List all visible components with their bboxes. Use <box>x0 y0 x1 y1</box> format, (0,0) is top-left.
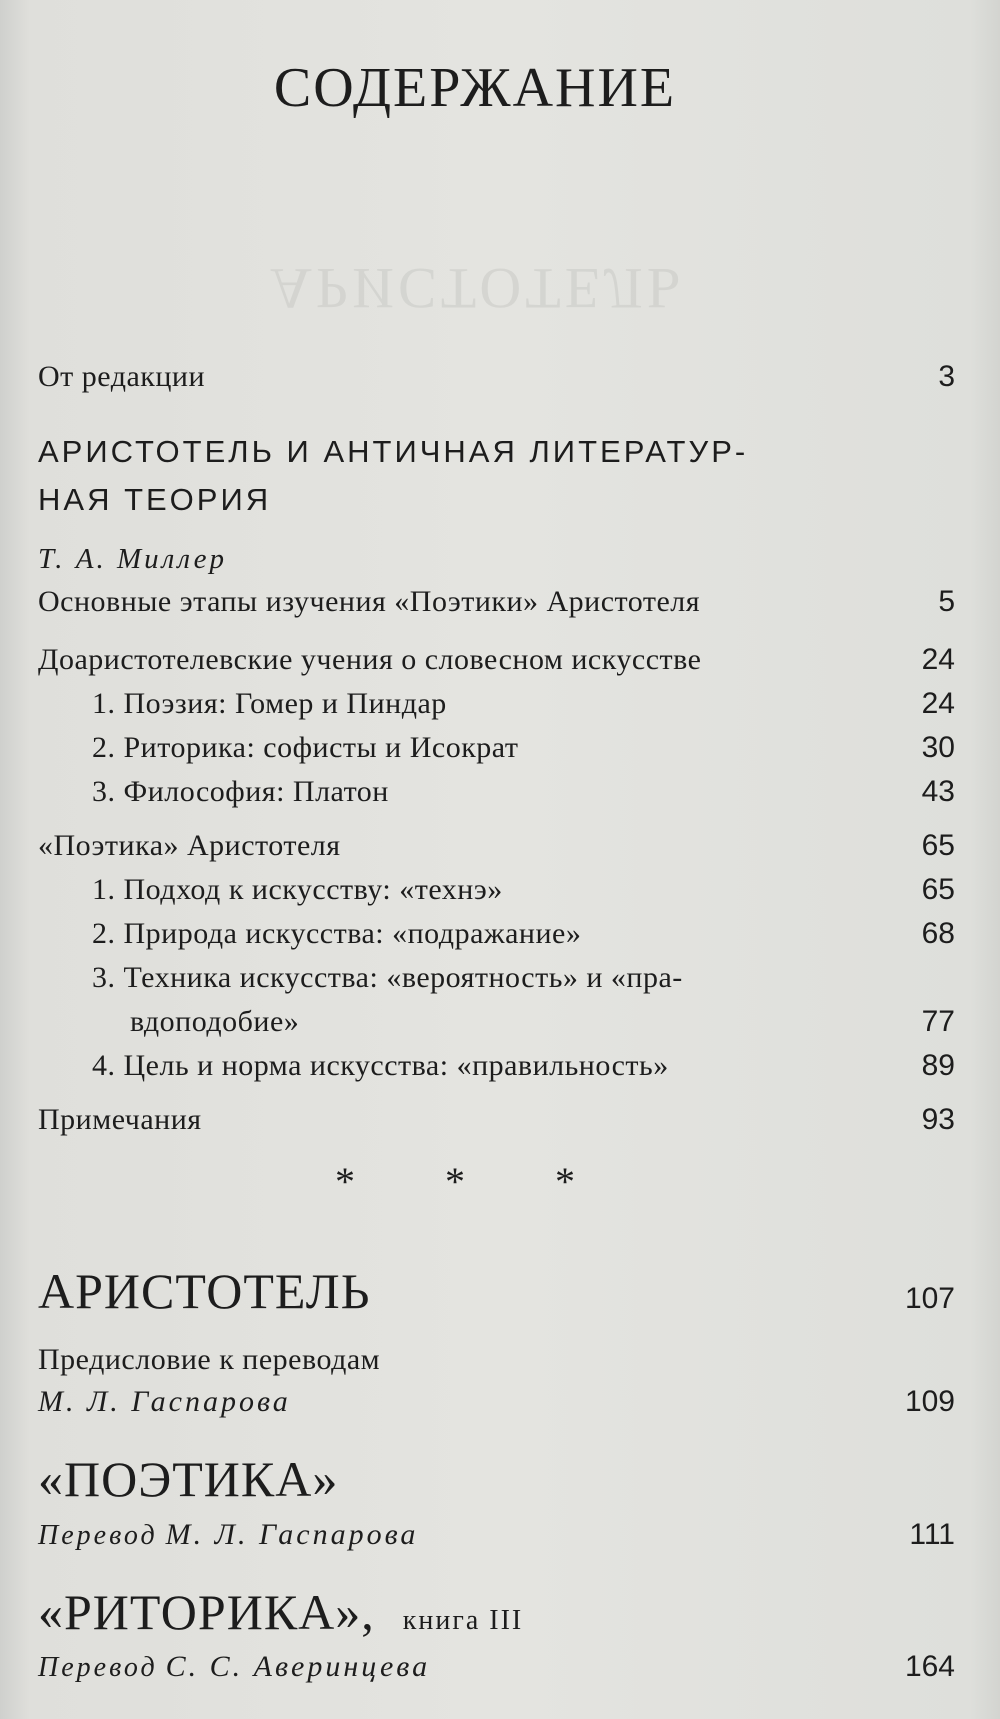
entry-page: 30 <box>921 731 955 764</box>
toc-entry-approach[interactable] <box>92 873 955 907</box>
entry-page: 77 <box>921 1005 955 1038</box>
entry-label: 2. Риторика: софисты и Исократ <box>92 731 519 764</box>
section-heading-literary-theory <box>38 428 838 524</box>
entry-label: 3. Техника искусства: «вероятность» и «пра- <box>92 961 683 994</box>
section-heading-line2: НАЯ ТЕОРИЯ <box>38 482 272 517</box>
toc-entry-goal[interactable] <box>92 1049 955 1083</box>
toc-entry-poetika-translator[interactable] <box>38 1518 955 1552</box>
toc-entry-aristotle[interactable] <box>38 1262 955 1320</box>
entry-page: 24 <box>921 687 955 720</box>
entry-label <box>38 1583 523 1641</box>
translator-name: С. С. Аверинцева <box>165 1650 431 1683</box>
toc-entry-preface[interactable] <box>38 1343 955 1377</box>
toc-entry-foreword[interactable] <box>38 360 955 394</box>
entry-label: От редакции <box>38 360 206 393</box>
toc-entry-preface-author[interactable] <box>38 1385 955 1419</box>
entry-label: 2. Природа искусства: «подражание» <box>92 917 582 950</box>
translator-prefix: Перевод <box>38 1652 158 1683</box>
toc-entry-poetry[interactable] <box>92 687 955 721</box>
entry-page: 43 <box>921 775 955 808</box>
bleed-through-text: АРИСТОТЕЛЬ <box>270 256 684 321</box>
entry-page: 24 <box>921 643 955 676</box>
translator-prefix: Перевод <box>38 1520 158 1551</box>
section-divider: * * * <box>335 1159 615 1204</box>
entry-label: 1. Подход к искусству: «технэ» <box>92 873 503 906</box>
entry-page: 111 <box>909 1518 955 1551</box>
toc-entry-poetics-aristotle[interactable] <box>38 829 955 863</box>
entry-translator <box>38 1650 430 1684</box>
entry-label: Примечания <box>38 1103 202 1136</box>
entry-label: Предисловие к переводам <box>38 1343 381 1376</box>
toc-entry-rhetoric[interactable] <box>38 1583 955 1641</box>
entry-label: вдоподобие» <box>130 1005 300 1038</box>
entry-label: 1. Поэзия: Гомер и Пиндар <box>92 687 447 720</box>
toc-entry-prearistotelian[interactable] <box>38 643 955 677</box>
entry-page: 93 <box>921 1103 955 1136</box>
author-name: Т. А. Миллер <box>38 543 228 575</box>
entry-label: Доаристотелевские учения о словесном искусстве <box>38 643 702 676</box>
section-heading-line1: АРИСТОТЕЛЬ И АНТИЧНАЯ ЛИТЕРАТУР- <box>38 434 749 469</box>
entry-page: 3 <box>938 360 955 393</box>
entry-page: 68 <box>921 917 955 950</box>
entry-page: 89 <box>921 1049 955 1082</box>
toc-entry-notes[interactable] <box>38 1103 955 1137</box>
toc-entry-technique-line1[interactable] <box>92 961 955 995</box>
entry-label: «ПОЭТИКА» <box>38 1451 339 1507</box>
toc-entry-nature[interactable] <box>92 917 955 951</box>
entry-label: Основные этапы изучения «Поэтики» Аристотеля <box>38 585 701 618</box>
page-title: СОДЕРЖАНИЕ <box>273 56 677 119</box>
entry-label: 3. Философия: Платон <box>92 775 389 808</box>
entry-label: «Поэтика» Аристотеля <box>38 829 341 862</box>
toc-entry-rhetoric-translator[interactable] <box>38 1650 955 1684</box>
entry-page: 65 <box>921 873 955 906</box>
toc-entry-rhetoric-sophists[interactable] <box>92 731 955 765</box>
toc-entry-technique-line2[interactable] <box>130 1005 955 1039</box>
toc-entry-philosophy[interactable] <box>92 775 955 809</box>
entry-page: 109 <box>904 1385 955 1418</box>
translator-name: М. Л. Гаспарова <box>165 1518 419 1551</box>
rhetoric-title: «РИТОРИКА», <box>38 1584 375 1640</box>
entry-page: 65 <box>921 829 955 862</box>
entry-label: 4. Цель и норма искусства: «правильность» <box>92 1049 669 1082</box>
entry-author: М. Л. Гаспарова <box>38 1385 291 1418</box>
entry-page: 5 <box>938 585 955 618</box>
toc-entry-stages[interactable] <box>38 585 955 619</box>
rhetoric-book: книга III <box>402 1605 524 1636</box>
entry-label: АРИСТОТЕЛЬ <box>38 1263 371 1319</box>
entry-translator <box>38 1518 418 1552</box>
entry-page: 107 <box>904 1282 955 1315</box>
entry-page: 164 <box>904 1650 955 1683</box>
toc-entry-poetika[interactable] <box>38 1450 955 1508</box>
